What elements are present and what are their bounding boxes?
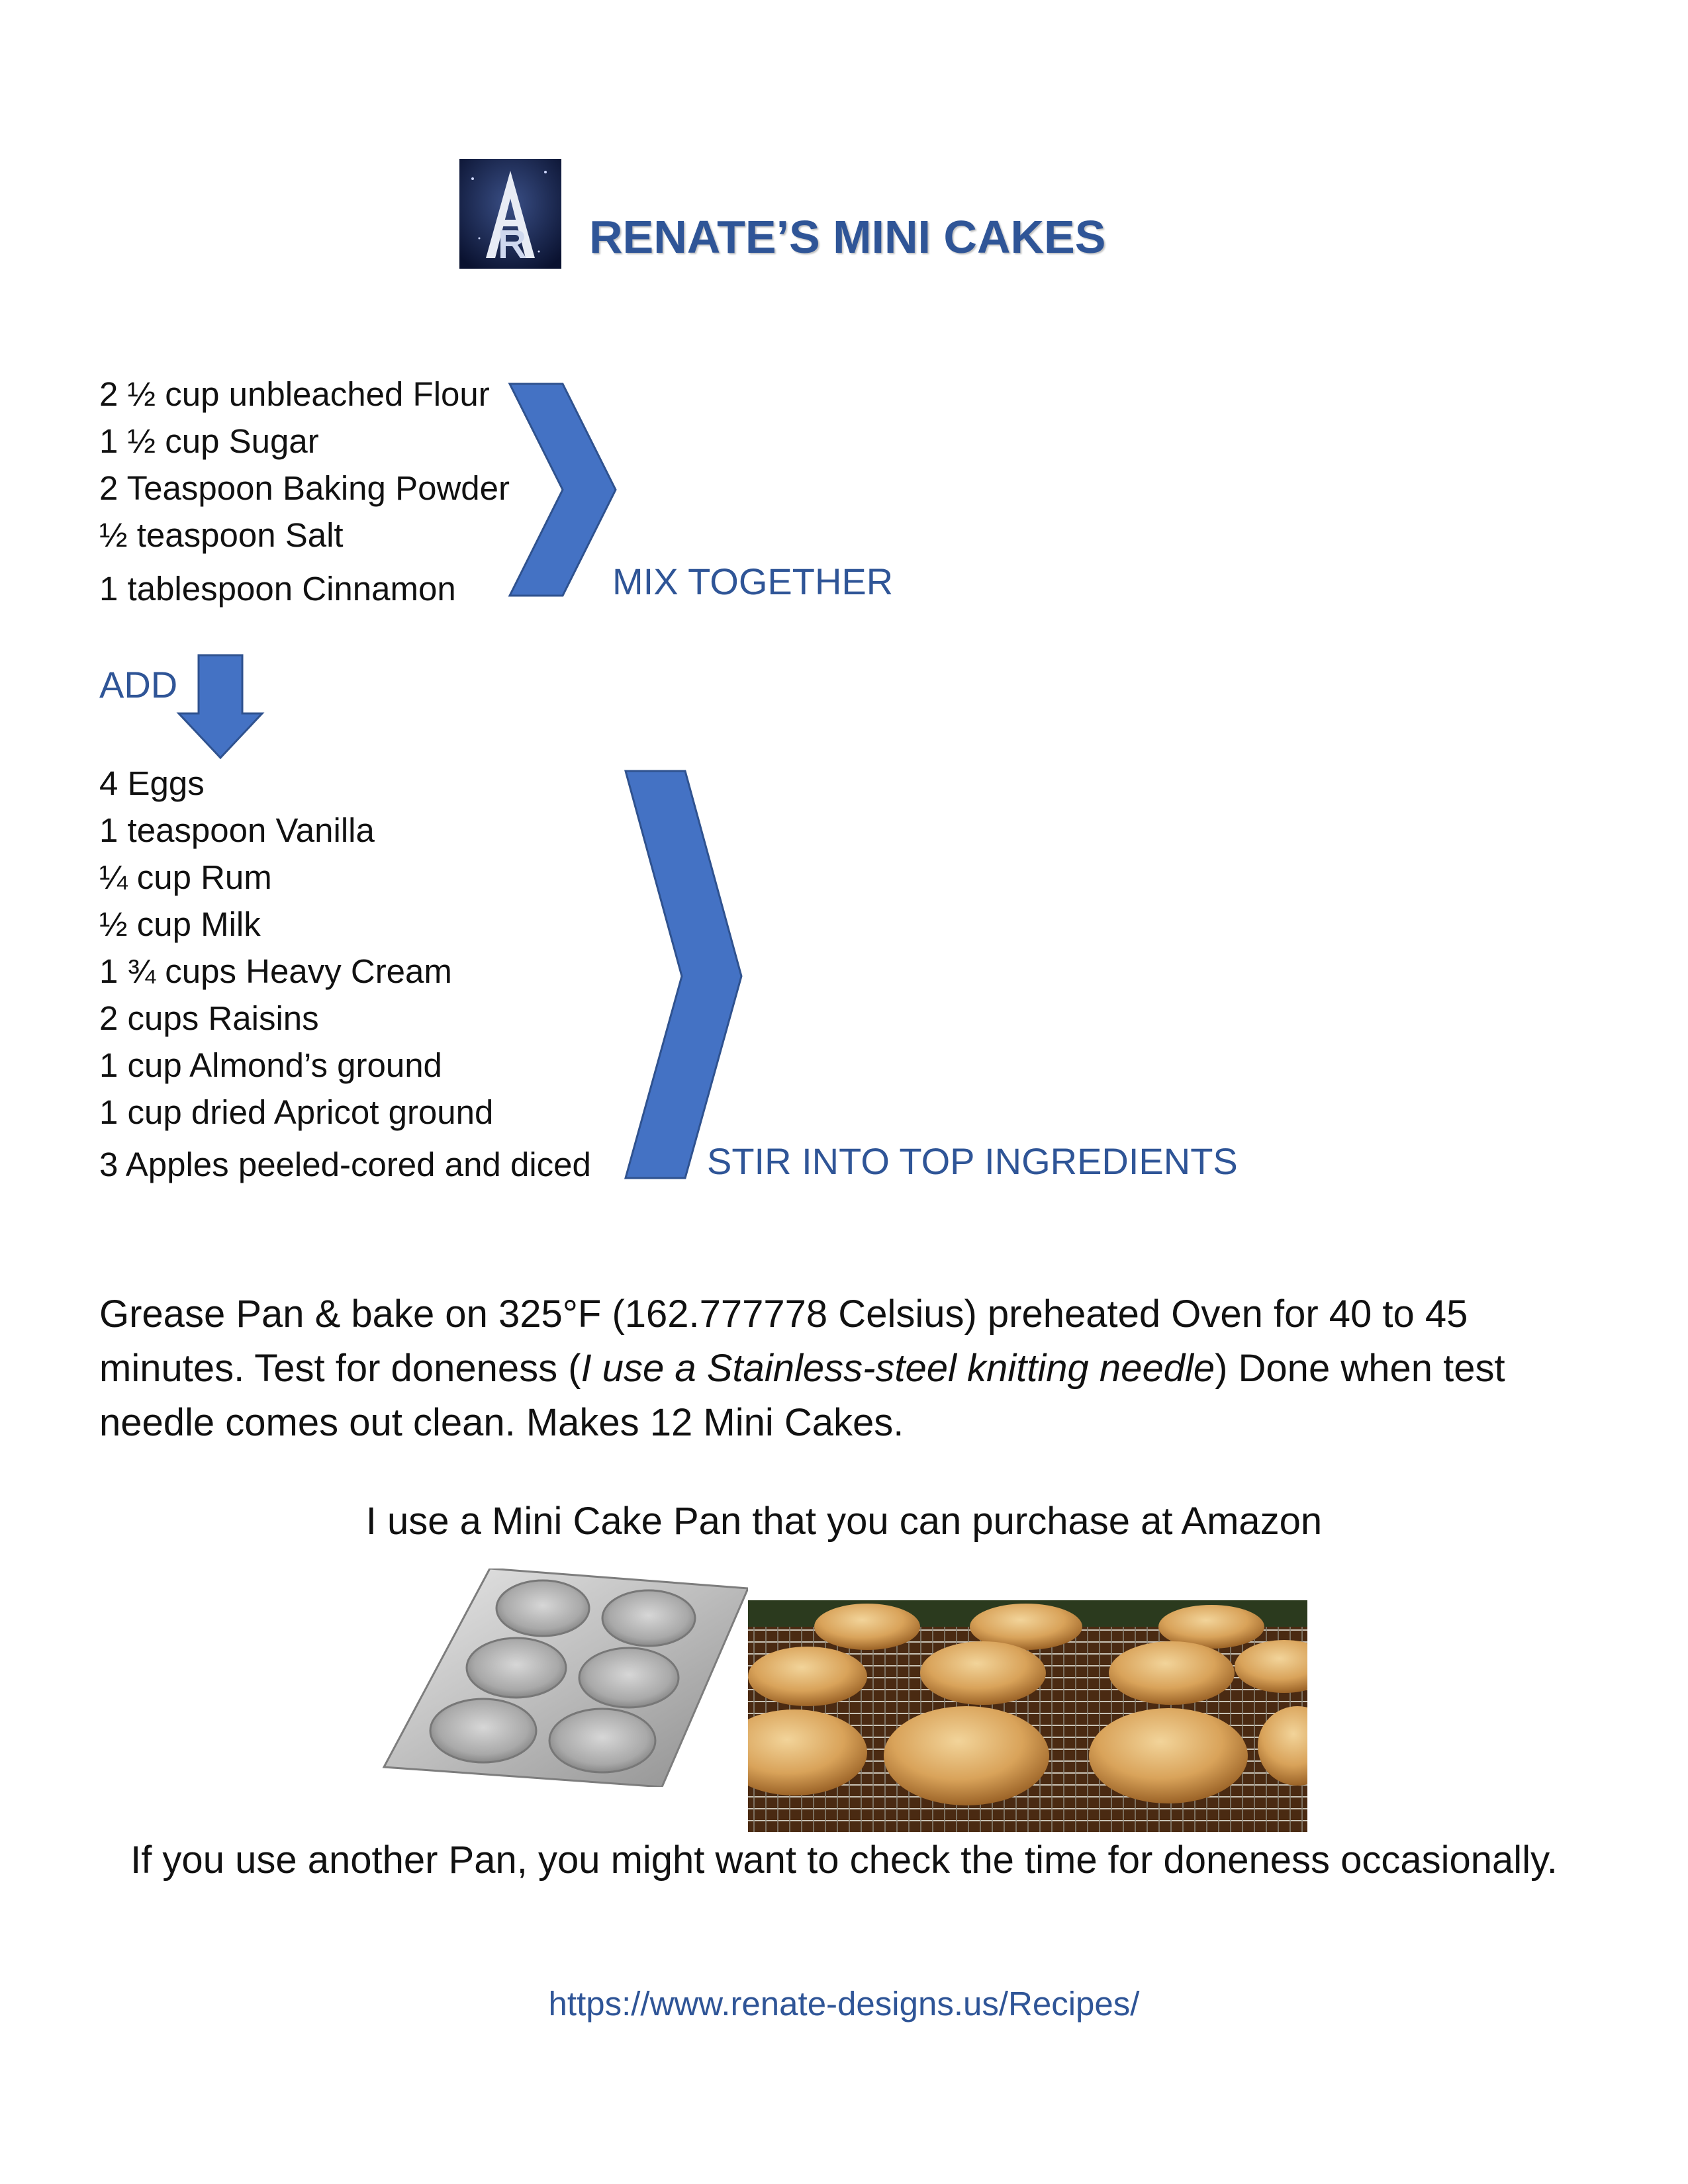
list-item: 1 cup dried Apricot ground — [99, 1093, 494, 1131]
other-pan-note: If you use another Pan, you might want to check the time for doneness occasionally. — [130, 1839, 1558, 1882]
instructions-text: Grease Pan & bake on 325°F (162.777778 Celsius) preheated Oven for 40 to 45 minutes. Test for doneness ( — [99, 1293, 1468, 1390]
renate-designs-logo-icon — [459, 159, 561, 269]
list-item: 1 ½ cup Sugar — [99, 422, 319, 460]
brand-logo — [459, 159, 561, 269]
wet-ingredients-list — [99, 760, 591, 1188]
list-item: 1 teaspoon Vanilla — [99, 811, 375, 849]
stir-label: STIR INTO TOP INGREDIENTS — [707, 1140, 1238, 1182]
recipe-title: RENATE’S MINI CAKES — [589, 211, 1106, 263]
instructions-italic: I use a Stainless-steel knitting needle — [581, 1347, 1215, 1390]
mini-cake-pan-image — [377, 1569, 748, 1787]
pan-note: I use a Mini Cake Pan that you can purchase at Amazon — [365, 1500, 1323, 1543]
chevron-right-icon — [510, 384, 622, 596]
dry-ingredients-list — [99, 371, 510, 612]
list-item: ½ teaspoon Salt — [99, 516, 344, 554]
list-item: 2 ½ cup unbleached Flour — [99, 375, 490, 413]
list-item: 1 tablespoon Cinnamon — [99, 570, 456, 608]
list-item: 2 cups Raisins — [99, 999, 319, 1037]
mix-together-label: MIX TOGETHER — [612, 561, 894, 602]
arrow-down-icon — [177, 655, 263, 761]
list-item: 1 ¾ cups Heavy Cream — [99, 952, 452, 990]
add-label: ADD — [99, 664, 178, 705]
recipes-link[interactable]: https://www.renate-designs.us/Recipes/ — [548, 1985, 1140, 2023]
bake-instructions — [99, 1287, 1609, 1450]
list-item: ¼ cup Rum — [99, 858, 272, 896]
list-item: 3 Apples peeled-cored and diced — [99, 1146, 591, 1183]
instructions-text: ) Done when test needle comes out clean. Makes 12 Mini Cakes. — [99, 1347, 1505, 1444]
list-item: 4 Eggs — [99, 764, 205, 802]
mini-cakes-photo — [748, 1600, 1307, 1832]
chevron-right-icon — [626, 771, 745, 1181]
list-item: 2 Teaspoon Baking Powder — [99, 469, 510, 507]
list-item: ½ cup Milk — [99, 905, 261, 943]
list-item: 1 cup Almond’s ground — [99, 1046, 442, 1084]
